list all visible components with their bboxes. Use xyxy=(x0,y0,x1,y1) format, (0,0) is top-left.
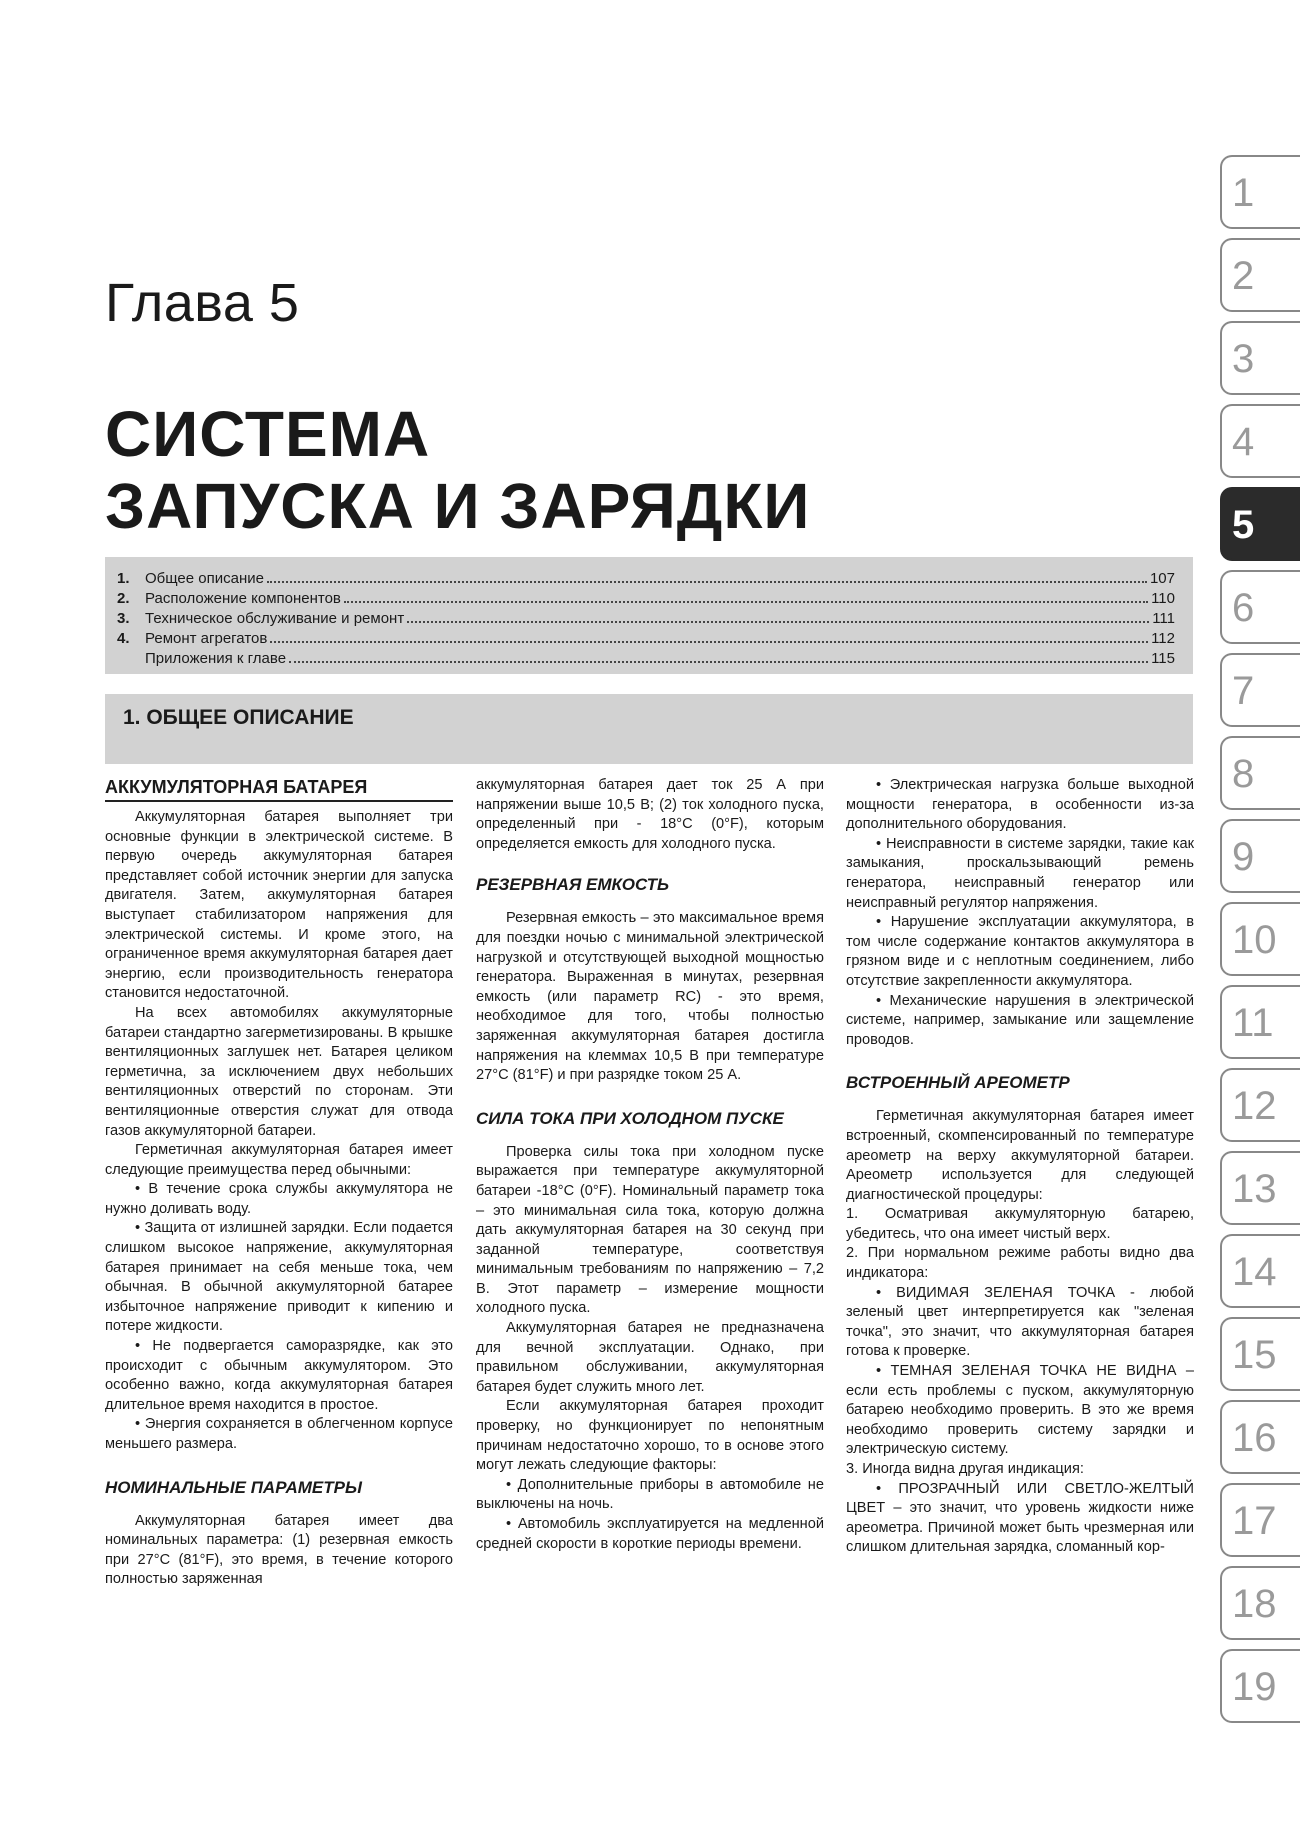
chapter-tab-label: 17 xyxy=(1232,1499,1277,1543)
chapter-tab-label: 4 xyxy=(1232,420,1255,464)
bullet-item: • В течение срока службы аккумулятора не нужно доливать воду. xyxy=(105,1181,453,1217)
subsection-heading: ВСТРОЕННЫЙ АРЕОМЕТР xyxy=(846,1073,1070,1093)
paragraph: аккумуляторная батарея дает ток 25 А при напряжении выше 10,5 В; (2) ток холодного пуска, определенный при - 18°С (0°F), которым определяется емкость для холодного пуска. xyxy=(476,777,824,852)
chapter-tab-9[interactable] xyxy=(1220,819,1300,893)
text-column-1 xyxy=(105,776,453,1590)
chapter-tab-label: 5 xyxy=(1232,503,1255,547)
chapter-tab-18[interactable] xyxy=(1220,1566,1300,1640)
toc-num: 1. xyxy=(117,570,130,587)
bullet-item: • Защита от излишней зарядки. Если подается слишком высокое напряжение, аккумуляторная батарея принимает на себя меньше тока, чем обычная. В обычной аккумуляторной батарее избыточное напряжение приводит к кипению и потере жидкости. xyxy=(105,1220,453,1335)
toc-page: 110 xyxy=(1151,590,1175,607)
chapter-title-line2: ЗАПУСКА И ЗАРЯДКИ xyxy=(105,470,811,542)
bullet-item: • Нарушение эксплуатации аккумулятора, в том числе содержание контактов аккумулятора в грязном виде и с неплотным соединением, либо отсутствие закрепленности аккумулятора. xyxy=(846,914,1194,989)
chapter-tab-label: 6 xyxy=(1232,586,1255,630)
chapter-tab-label: 1 xyxy=(1232,171,1255,215)
paragraph: Аккумуляторная батарея выполняет три основные функции в электрической системе. В первую очередь аккумуляторная батарея представляет собой источник энергии для запуска двигателя. Затем, аккумуляторная батарея выступает стабилизатором напряжения для электрической системы. И кроме этого, на ограниченное время аккумуляторная батарея дает энергию, если производительность генератора становится недостаточной. xyxy=(105,809,453,1002)
chapter-tab-6[interactable] xyxy=(1220,570,1300,644)
chapter-tab-19[interactable] xyxy=(1220,1649,1300,1723)
chapter-label: Глава 5 xyxy=(105,273,300,333)
numbered-step: 3. Иногда видна другая индикация: xyxy=(846,1461,1084,1477)
chapter-tab-1[interactable] xyxy=(1220,155,1300,229)
paragraph: Если аккумуляторная батарея проходит проверку, но функционирует по непонятным причинам недостаточно хорошо, то в основе этого могут лежать следующие факторы: xyxy=(476,1398,824,1474)
toc-page: 107 xyxy=(1149,570,1175,587)
chapter-tab-8[interactable] xyxy=(1220,736,1300,810)
toc-page: 111 xyxy=(1152,610,1175,627)
chapter-tab-label: 2 xyxy=(1232,254,1255,298)
chapter-tab-16[interactable] xyxy=(1220,1400,1300,1474)
text-column-3 xyxy=(846,776,1194,1558)
toc-item[interactable] xyxy=(117,627,1175,647)
toc-item[interactable] xyxy=(117,607,1175,627)
chapter-tab-label: 14 xyxy=(1232,1250,1277,1294)
toc-leader xyxy=(344,601,1148,603)
paragraph: Проверка силы тока при холодном пуске выражается при температуре аккумуляторной батареи -18°С (0°F). Номинальный параметр тока – это минимальная сила тока, которую должна дать аккумуляторная батарея на 30 секунд при заданной температуре, соответствуя минимальным требованиям по напряжению – 7,2 В. Этот параметр – измерение мощности холодного пуска. xyxy=(476,1143,824,1317)
numbered-step: 1. Осматривая аккумуляторную батарею, убедитесь, что она имеет чистый верх. xyxy=(846,1206,1194,1242)
bullet-item: • Энергия сохраняется в облегченном корпусе меньшего размера. xyxy=(105,1416,453,1452)
bullet-item: • ТЕМНАЯ ЗЕЛЕНАЯ ТОЧКА НЕ ВИДНА – если есть проблемы с пуском, аккумуляторную батарею необходимо проверить. В это же время необходимо проверить систему зарядки и электрическую систему. xyxy=(846,1363,1194,1458)
toc-label: Общее описание xyxy=(145,570,264,587)
toc-leader xyxy=(407,621,1149,623)
toc-page: 115 xyxy=(1151,650,1175,667)
chapter-tab-10[interactable] xyxy=(1220,902,1300,976)
chapter-tab-5[interactable] xyxy=(1220,487,1300,561)
toc-leader xyxy=(267,581,1147,583)
chapter-tab-label: 10 xyxy=(1232,918,1277,962)
bullet-item: • ПРОЗРАЧНЫЙ ИЛИ СВЕТЛО-ЖЕЛТЫЙ ЦВЕТ – это значит, что уровень жидкости ниже ареометра. Причиной может быть чрезмерная или слишком длительная зарядка, сломанный кор- xyxy=(846,1480,1194,1556)
chapter-tab-label: 16 xyxy=(1232,1416,1277,1460)
toc-num: 4. xyxy=(117,630,130,647)
chapter-tab-4[interactable] xyxy=(1220,404,1300,478)
toc-item[interactable] xyxy=(117,647,1175,667)
chapter-tab-7[interactable] xyxy=(1220,653,1300,727)
table-of-contents xyxy=(105,557,1193,674)
bullet-item: • ВИДИМАЯ ЗЕЛЕНАЯ ТОЧКА - любой зеленый цвет интерпретируется как "зеленая точка", это значит, что аккумуляторная батарея готова к проверке. xyxy=(846,1284,1194,1360)
toc-label: Техническое обслуживание и ремонт xyxy=(145,610,405,627)
bullet-item: • Механические нарушения в электрической системе, например, замыкание или защемление проводов. xyxy=(846,992,1194,1048)
chapter-tab-label: 19 xyxy=(1232,1665,1277,1709)
toc-label: Расположение компонентов xyxy=(145,590,341,607)
toc-page: 112 xyxy=(1151,630,1175,647)
section-header xyxy=(105,694,1193,764)
toc-num: 3. xyxy=(117,610,130,627)
toc-num: 2. xyxy=(117,590,130,607)
chapter-tab-label: 15 xyxy=(1232,1333,1277,1377)
bullet-item: • Неисправности в системе зарядки, такие как замыкания, проскальзывающий ремень генератора, неисправный генератор или неисправный регулятор напряжения. xyxy=(846,835,1194,911)
bullet-item: • Дополнительные приборы в автомобиле не выключены на ночь. xyxy=(476,1476,824,1513)
section-title: 1. ОБЩЕЕ ОПИСАНИЕ xyxy=(123,706,354,729)
bullet-item: • Автомобиль эксплуатируется на медленной средней скорости в короткие периоды времени. xyxy=(476,1516,824,1552)
toc-label: Ремонт агрегатов xyxy=(145,630,268,647)
paragraph: Аккумуляторная батарея не предназначена для вечной эксплуатации. Однако, при правильном обслуживании, аккумуляторная батарея будет служить много лет. xyxy=(476,1320,824,1395)
chapter-tab-label: 9 xyxy=(1232,835,1255,879)
chapter-title-line1: СИСТЕМА xyxy=(105,398,431,470)
subsection-heading: НОМИНАЛЬНЫЕ ПАРАМЕТРЫ xyxy=(105,1477,362,1497)
paragraph: Резервная емкость – это максимальное время для поездки ночью с минимальной электрической нагрузкой и отсутствующей выходной мощностью генератора. Выраженная в минутах, резервная емкость (или параметр RC) - это время, необходимое для того, чтобы полностью заряженная аккумуляторная батарея достигла напряжения на клеммах 10,5 В при температуре 27°С (81°F) и при разрядке током 25 А. xyxy=(476,910,824,1084)
chapter-tab-13[interactable] xyxy=(1220,1151,1300,1225)
subsection-heading: РЕЗЕРВНАЯ ЕМКОСТЬ xyxy=(476,875,670,895)
chapter-tab-17[interactable] xyxy=(1220,1483,1300,1557)
bullet-item: • Не подвергается саморазрядке, как это происходит с обычным аккумулятором. Это особенно важно, когда аккумуляторная батарея длительное время находится в простое. xyxy=(105,1338,453,1413)
chapter-tab-label: 11 xyxy=(1232,1001,1274,1045)
chapter-title xyxy=(105,398,810,542)
chapter-tab-label: 13 xyxy=(1232,1167,1277,1211)
chapter-tab-12[interactable] xyxy=(1220,1068,1300,1142)
numbered-step: 2. При нормальном режиме работы видно два индикатора: xyxy=(846,1245,1194,1282)
chapter-tab-label: 8 xyxy=(1232,752,1255,796)
chapter-tab-14[interactable] xyxy=(1220,1234,1300,1308)
chapter-tab-label: 12 xyxy=(1232,1084,1277,1128)
chapter-tab-11[interactable] xyxy=(1220,985,1300,1059)
chapter-tab-label: 7 xyxy=(1232,669,1255,713)
toc-leader xyxy=(270,641,1148,643)
toc-leader xyxy=(289,661,1148,663)
chapter-tab-2[interactable] xyxy=(1220,238,1300,312)
paragraph: На всех автомобилях аккумуляторные батареи стандартно загерметизированы. В крышке вентиляционных заглушек нет. Батарея целиком герметична, за исключением двух небольших вентиляционных отверстий по сторонам. Эти вентиляционные отверстия служат для отвода газов аккумуляторной батареи. xyxy=(105,1004,453,1139)
toc-item[interactable] xyxy=(117,567,1175,587)
chapter-tab-3[interactable] xyxy=(1220,321,1300,395)
subsection-heading: АККУМУЛЯТОРНАЯ БАТАРЕЯ xyxy=(105,776,453,802)
bullet-item: • Электрическая нагрузка больше выходной мощности генератора, в особенности из-за дополнительного оборудования. xyxy=(846,777,1194,833)
text-column-2 xyxy=(476,776,824,1554)
toc-label: Приложения к главе xyxy=(145,650,287,667)
paragraph: Аккумуляторная батарея имеет два номинальных параметра: (1) резервная емкость при 27°С (81°F), это время, в течение которого полностью заряженная xyxy=(105,1512,453,1588)
toc-item[interactable] xyxy=(117,587,1175,607)
paragraph: Герметичная аккумуляторная батарея имеет встроенный, скомпенсированный по температуре ареометр на верху аккумуляторной батареи. Ареометр используется для следующей диагностической процедуры: xyxy=(846,1108,1194,1203)
subsection-heading: СИЛА ТОКА ПРИ ХОЛОДНОМ ПУСКЕ xyxy=(476,1108,784,1128)
paragraph: Герметичная аккумуляторная батарея имеет следующие преимущества перед обычными: xyxy=(105,1142,453,1178)
chapter-tab-label: 18 xyxy=(1232,1582,1277,1626)
chapter-tab-label: 3 xyxy=(1232,337,1255,381)
chapter-tab-15[interactable] xyxy=(1220,1317,1300,1391)
